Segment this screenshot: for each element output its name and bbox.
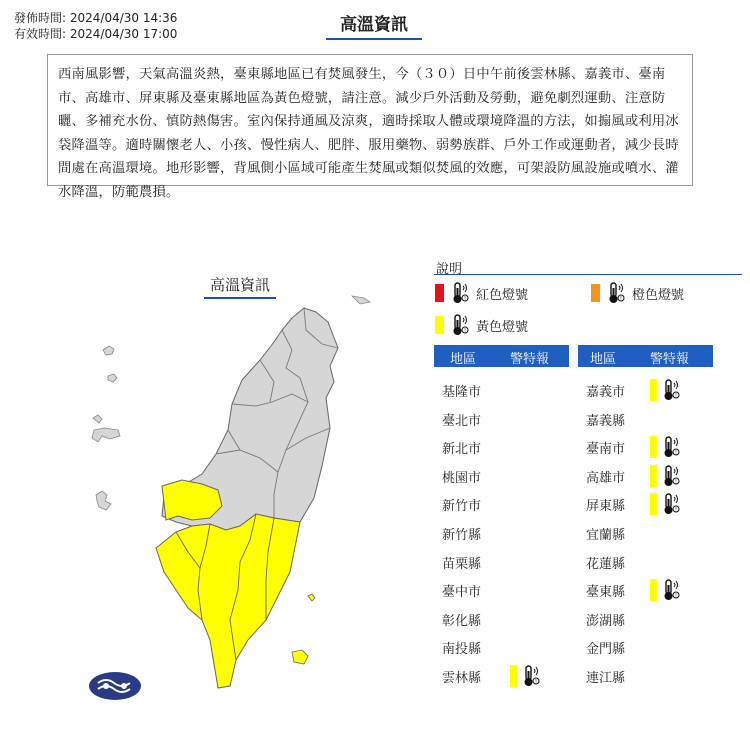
region-row [578, 461, 713, 489]
region-name: 宜蘭縣 [586, 528, 626, 543]
description-text: 西南風影響，天氣高溫炎熱，臺東縣地區已有焚風發生，今（３０）日中午前後雲林縣、嘉義市、臺南市、高雄市、屏東縣及臺東縣地區為黃色燈號，請注意。減少戶外活動及勞動，避免劇烈運動、注意防曬、多補充水份、慎防熱傷害。室內保持通風及涼爽，適時採取人體或環境降溫的方法，如搧風或利用冰袋降溫等。適時關懷老人、小孩、慢性病人、肥胖、服用藥物、弱勢族群、戶外工作或運動者，減少長時間處在高溫環境。地形影響，背風側小區域可能產生焚風或類似焚風的效應，可架設防風設施或噴水、灌水降溫，防範農損。 [47, 54, 693, 186]
region-row [434, 632, 569, 660]
yellow-warning-indicator [650, 379, 681, 401]
region-name: 臺北市 [442, 413, 482, 429]
warning-header: 警特報 [510, 352, 550, 367]
region-row [434, 575, 569, 603]
legend-orange-label: 橙色燈號 [632, 287, 685, 303]
region-name: 臺中市 [442, 585, 482, 601]
yellow-warning-indicator [510, 665, 541, 687]
region-row [578, 489, 713, 517]
thermometer-icon [523, 665, 541, 687]
issued-time: 發佈時間: 2024/04/30 14:36 [14, 11, 178, 25]
region-name: 南投縣 [442, 642, 482, 658]
region-name: 苗栗縣 [442, 556, 482, 572]
time-info [14, 10, 177, 42]
region-name: 桃園市 [442, 470, 482, 486]
red-swatch [435, 284, 444, 302]
region-row [434, 604, 569, 632]
ludao-island [308, 594, 315, 601]
region-row [578, 632, 713, 660]
region-row [434, 547, 569, 575]
region-row [434, 461, 569, 489]
yellow-swatch [650, 465, 657, 487]
yellow-warning-indicator [650, 493, 681, 515]
page-title: 高溫資訊 [326, 10, 422, 40]
region-header: 地區 [590, 352, 617, 367]
right-table-header [578, 345, 713, 367]
yellow-swatch [650, 493, 657, 515]
thermometer-icon [452, 282, 470, 304]
region-name: 嘉義縣 [586, 413, 626, 429]
thermometer-icon [452, 314, 470, 336]
region-name: 新竹縣 [442, 528, 482, 543]
yellow-swatch [650, 379, 657, 401]
legend-yellow-label: 黃色燈號 [476, 319, 529, 335]
taiwan-map [60, 290, 390, 690]
thermometer-icon [608, 282, 626, 304]
region-row [578, 375, 713, 403]
region-row [434, 432, 569, 460]
map-title: 高溫資訊 [204, 274, 276, 299]
region-name: 花蓮縣 [586, 556, 626, 572]
region-header: 地區 [450, 352, 477, 367]
region-name: 臺南市 [586, 442, 626, 458]
legend-orange [591, 282, 684, 304]
left-table-header [434, 345, 569, 367]
region-row [578, 547, 713, 575]
region-name: 新竹市 [442, 499, 482, 515]
thermometer-icon [663, 493, 681, 515]
legend-divider [434, 274, 742, 275]
thermometer-icon [663, 465, 681, 487]
region-name: 雲林縣 [442, 671, 482, 686]
region-row [434, 518, 569, 546]
region-row [578, 518, 713, 546]
valid-time: 有效時間: 2024/04/30 17:00 [14, 27, 178, 41]
region-row [434, 661, 569, 689]
region-name: 金門縣 [586, 642, 626, 658]
yellow-warning-indicator [650, 579, 681, 601]
yellow-swatch [510, 665, 517, 687]
lanyu-island [292, 650, 308, 664]
yellow-warning-indicator [650, 436, 681, 458]
region-name: 高雄市 [586, 470, 626, 486]
warning-header: 警特報 [650, 352, 690, 367]
region-row [578, 575, 713, 603]
orange-swatch [591, 284, 600, 302]
region-name: 基隆市 [442, 385, 482, 400]
thermometer-icon [663, 579, 681, 601]
yellow-swatch [650, 579, 657, 601]
region-row [578, 661, 713, 689]
region-name: 臺東縣 [586, 585, 626, 601]
thermometer-icon [663, 436, 681, 458]
region-name: 彰化縣 [442, 613, 482, 629]
region-row [578, 404, 713, 432]
legend-red-label: 紅色燈號 [476, 287, 529, 303]
legend-red [435, 282, 528, 304]
legend-yellow [435, 314, 528, 336]
region-row [578, 604, 713, 632]
region-row [578, 432, 713, 460]
region-name: 連江縣 [586, 671, 626, 686]
region-row [434, 489, 569, 517]
region-row [434, 375, 569, 403]
region-name: 澎湖縣 [586, 613, 626, 629]
region-name: 屏東縣 [586, 499, 626, 515]
yellow-swatch [650, 436, 657, 458]
yellow-swatch [435, 316, 444, 334]
cwa-logo [88, 671, 142, 701]
legend-title: 說明 [436, 262, 463, 277]
region-row [434, 404, 569, 432]
yellow-warning-indicator [650, 465, 681, 487]
region-name: 嘉義市 [586, 385, 626, 400]
thermometer-icon [663, 379, 681, 401]
south-region [156, 514, 300, 688]
region-name: 新北市 [442, 442, 482, 458]
